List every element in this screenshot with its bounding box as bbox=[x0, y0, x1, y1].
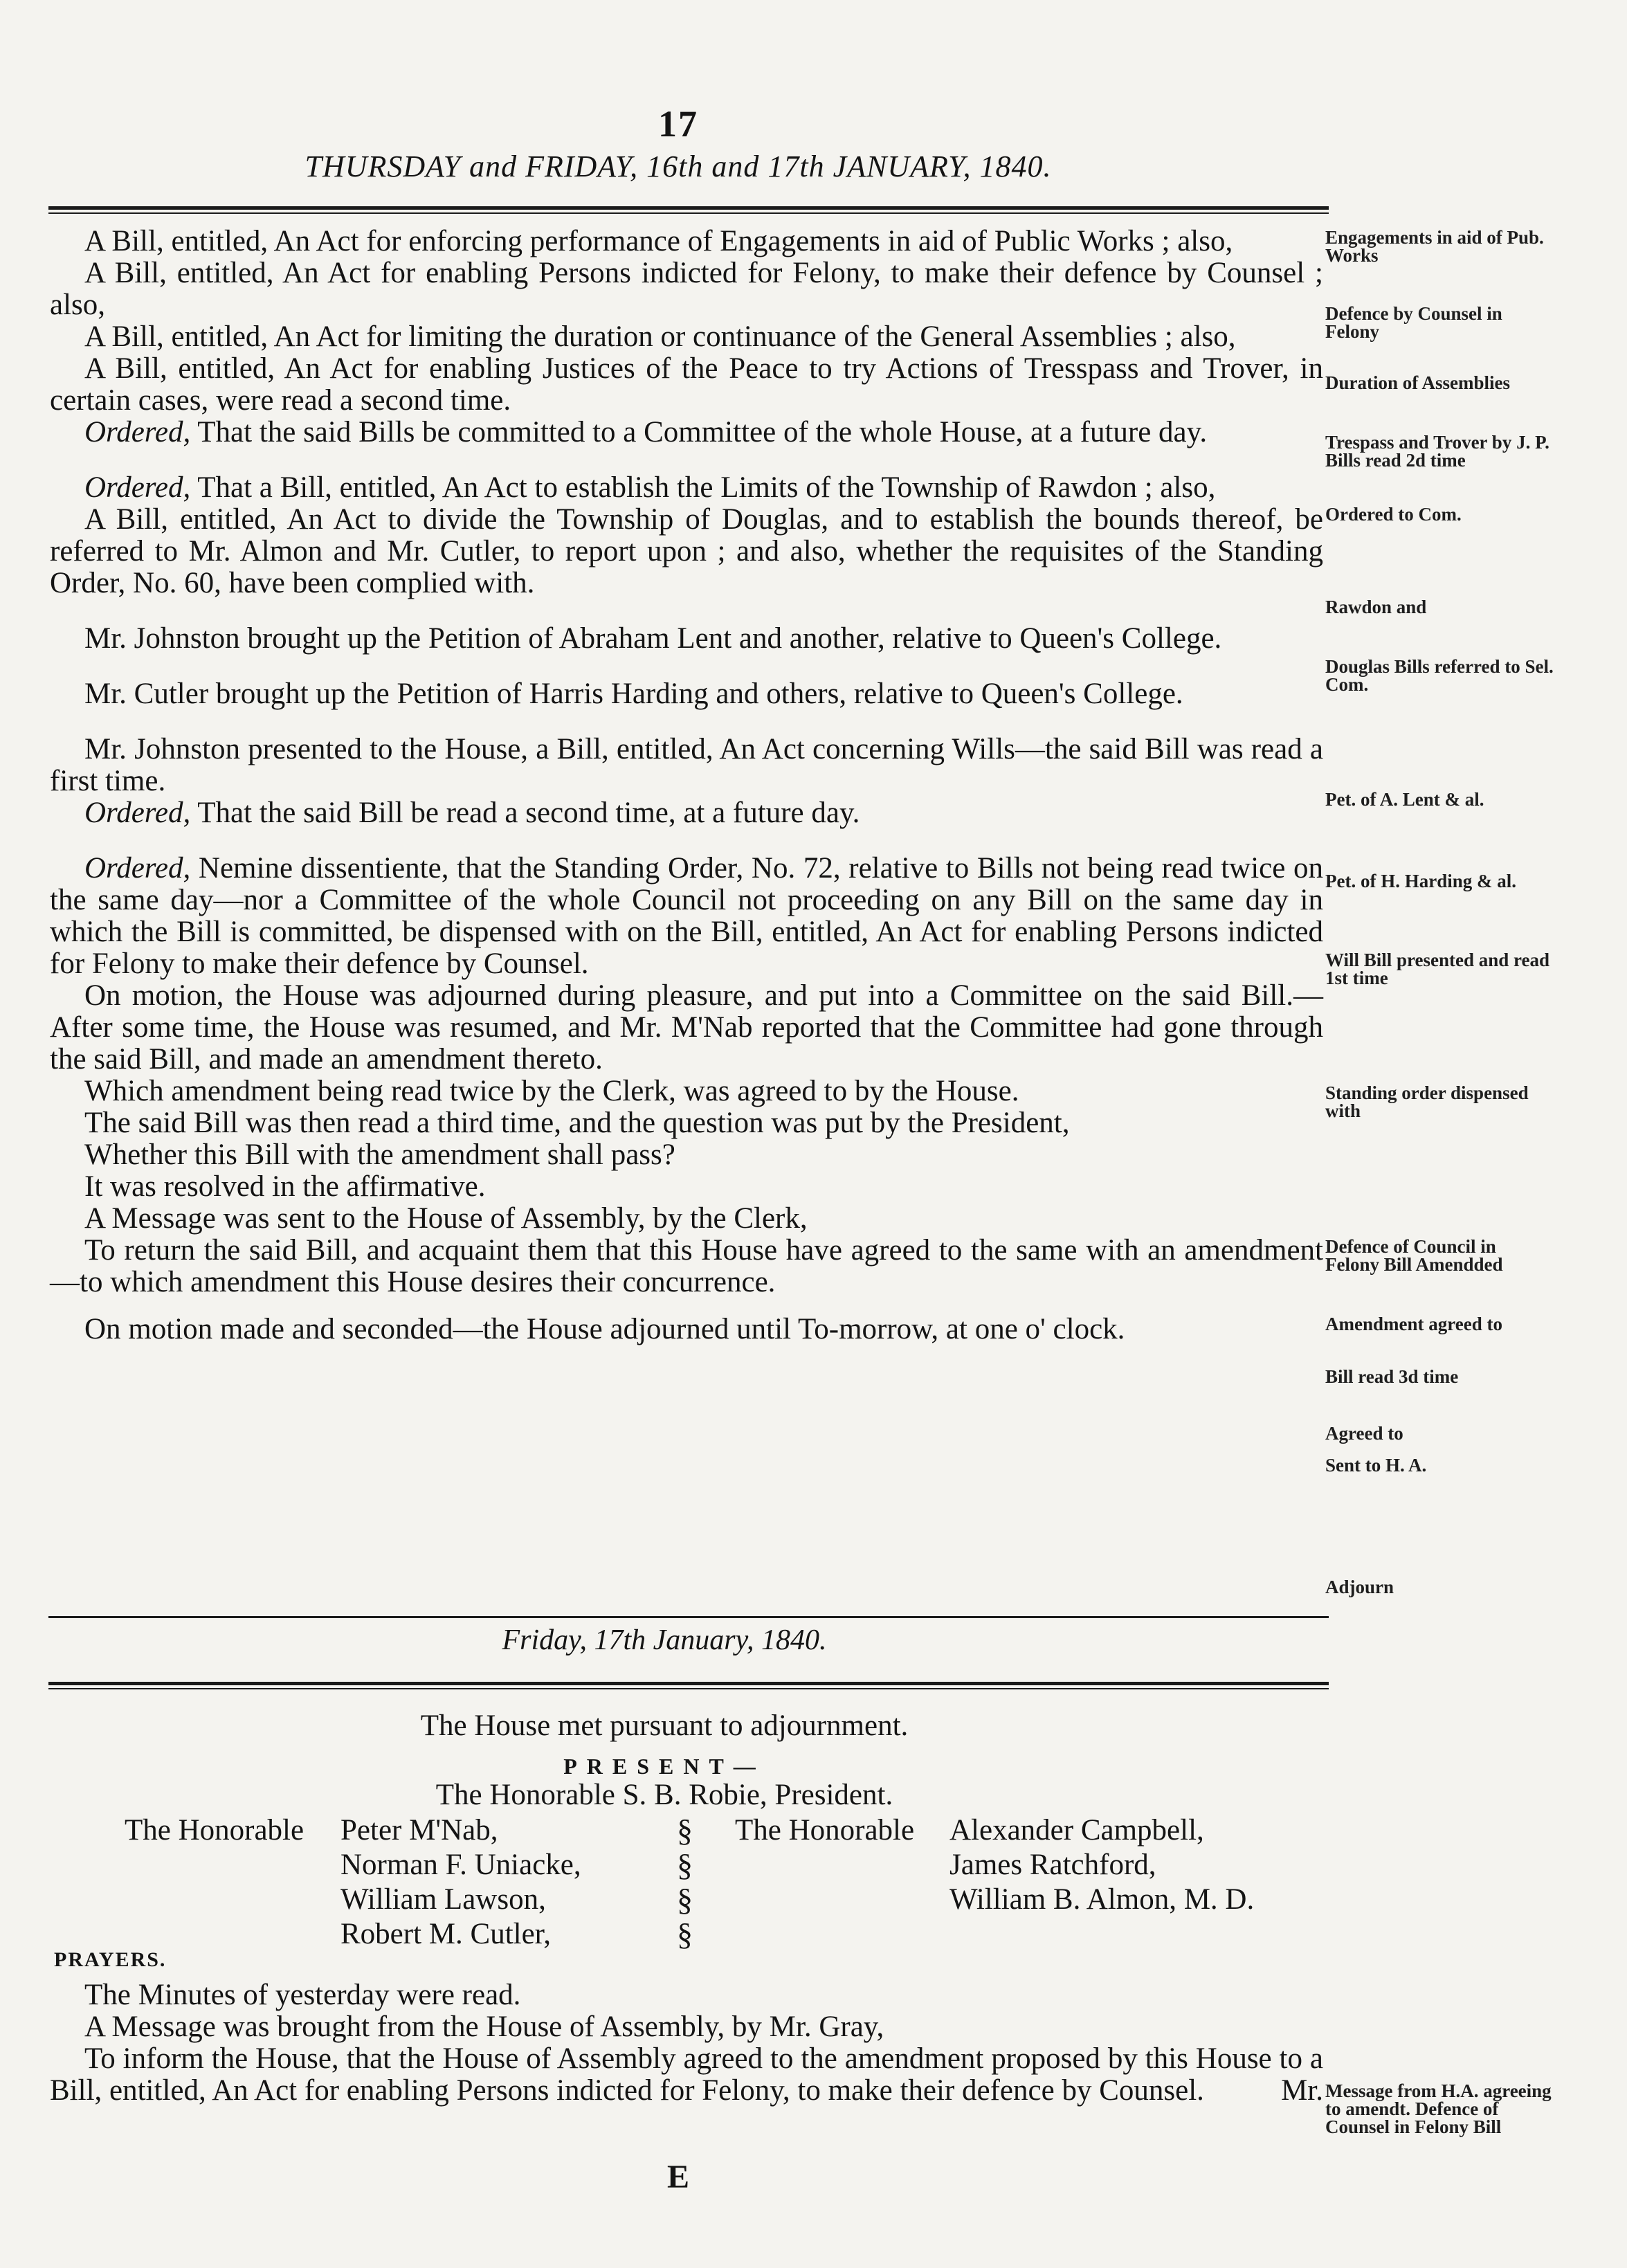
paragraph-resolved: It was resolved in the affirmative. bbox=[84, 1170, 486, 1203]
member-name: Norman F. Uniacke, bbox=[340, 1849, 581, 1881]
paragraph-standing-order: Ordered, Nemine dissentiente, that the Standing Order, No. 72, relative to Bills not being read twice on the same day—nor a Committee of the whole Council not proceeding on any Bill on the same day in which the Bill is committed, be dispensed with on the Bill, entitled, An Act for enabling Persons indicted for Felony to make their defence by Counsel. bbox=[50, 852, 1323, 980]
paragraph-ordered-committee: Ordered, That the said Bills be committed to a Committee of the whole House, at a future day. bbox=[84, 416, 1208, 448]
page-number: 17 bbox=[658, 103, 698, 145]
house-met-line: The House met pursuant to adjournment. bbox=[420, 1709, 909, 1742]
paragraph-return-bill: To return the said Bill, and acquaint them that this House have agreed to the same with an amendment—to which amendment this House desires their concurrence. bbox=[50, 1234, 1323, 1298]
member-name: William B. Almon, M. D. bbox=[949, 1883, 1255, 1916]
margin-note-will-bill: Will Bill presented and read 1st time bbox=[1325, 950, 1550, 988]
paragraph-bill-douglas: A Bill, entitled, An Act to divide the Township of Douglas, and to establish the bounds thereof, be referred to Mr. Almon and Mr. Cutler, to report upon ; and also, whether the requisites of the Standing Order, No. 60, have been complied with. bbox=[50, 503, 1323, 599]
friday-rule-thin bbox=[48, 1688, 1329, 1689]
margin-note-adjourn: Adjourn bbox=[1325, 1577, 1394, 1597]
paragraph-adjourned: On motion made and seconded—the House adjourned until To-morrow, at one o' clock. bbox=[84, 1313, 1125, 1345]
thursday-proceedings bbox=[50, 226, 1323, 1345]
margin-note-engagements: Engagements in aid of Pub. Works bbox=[1325, 227, 1544, 266]
paragraph-bill-engagements: A Bill, entitled, An Act for enforcing performance of Engagements in aid of Public Works ; also, bbox=[84, 225, 1233, 257]
present-label: PRESENT— bbox=[563, 1754, 765, 1779]
margin-note-standing-order: Standing order dispensed with bbox=[1325, 1082, 1529, 1121]
member-name: Peter M'Nab, bbox=[340, 1814, 498, 1847]
right-members bbox=[949, 1813, 1254, 1917]
section-mark: § bbox=[677, 1882, 693, 1917]
paragraph-inform-house: To inform the House, that the House of Assembly agreed to the amendment proposed by this House to a Bill, entitled, An Act for enabling Persons indicted for Felony, to make their defence by Counsel. Mr. bbox=[50, 2042, 1323, 2107]
paragraph-ordered-rawdon: Ordered, That a Bill, entitled, An Act to establish the Limits of the Township of Rawdon ; also, bbox=[84, 471, 1216, 504]
date-heading: THURSDAY and FRIDAY, 16th and 17th JANUARY, 1840. bbox=[305, 149, 1052, 183]
paragraph-question: Whether this Bill with the amendment shall pass? bbox=[84, 1138, 675, 1171]
section-rule bbox=[48, 1616, 1329, 1618]
header-rule-thin bbox=[48, 212, 1329, 214]
paragraph-committee-report: On motion, the House was adjourned during pleasure, and put into a Committee on the said Bill.—After some time, the House was resumed, and Mr. M'Nab reported that the Committee had gone through the said Bill, and made an amendment thereto. bbox=[50, 979, 1323, 1076]
left-members bbox=[340, 1813, 581, 1952]
friday-date: Friday, 17th January, 1840. bbox=[502, 1624, 827, 1656]
member-name: Alexander Campbell, bbox=[949, 1814, 1204, 1847]
member-name: William Lawson, bbox=[340, 1883, 546, 1916]
member-name: Robert M. Cutler, bbox=[340, 1918, 552, 1950]
margin-note-amended: Defence of Council in Felony Bill Amendded bbox=[1325, 1236, 1503, 1275]
paragraph-minutes-read: The Minutes of yesterday were read. bbox=[84, 1979, 521, 2011]
section-mark: § bbox=[677, 1847, 693, 1883]
paragraph-message-brought: A Message was brought from the House of Assembly, by Mr. Gray, bbox=[84, 2011, 884, 2043]
margin-note-duration: Duration of Assemblies bbox=[1325, 372, 1511, 393]
margin-note-third-reading: Bill read 3d time bbox=[1325, 1366, 1459, 1387]
margin-note-pet-harding: Pet. of H. Harding & al. bbox=[1325, 871, 1516, 891]
paragraph-third-reading: The said Bill was then read a third time, and the question was put by the President, bbox=[84, 1107, 1070, 1139]
margin-note-defence-counsel: Defence by Counsel in Felony bbox=[1325, 303, 1502, 342]
friday-rule-thick bbox=[48, 1682, 1329, 1685]
paragraph-bill-tresspass: A Bill, entitled, An Act for enabling Justices of the Peace to try Actions of Tresspass and Trover, in certain cases, were read a second time. bbox=[50, 352, 1323, 417]
paragraph-bill-felony-counsel: A Bill, entitled, An Act for enabling Persons indicted for Felony, to make their defence by Counsel ; also, bbox=[50, 257, 1323, 321]
friday-proceedings bbox=[50, 1979, 1323, 2107]
paragraph-petition-lent: Mr. Johnston brought up the Petition of Abraham Lent and another, relative to Queen's College. bbox=[84, 622, 1222, 655]
president-line: The Honorable S. B. Robie, President. bbox=[435, 1779, 893, 1811]
prayers-label: PRAYERS. bbox=[54, 1948, 167, 1971]
paragraph-wills-bill: Mr. Johnston presented to the House, a Bill, entitled, An Act concerning Wills—the said Bill was read a first time. bbox=[50, 733, 1323, 797]
margin-note-message-ha: Message from H.A. agreeing to amendt. Defence of Counsel in Felony Bill bbox=[1325, 2080, 1552, 2137]
signature-mark: E bbox=[666, 2159, 689, 2195]
paragraph-amendment-agreed: Which amendment being read twice by the Clerk, was agreed to by the House. bbox=[84, 1075, 1019, 1107]
section-mark: § bbox=[677, 1813, 693, 1848]
paragraph-ordered-second-reading: Ordered, That the said Bill be read a second time, at a future day. bbox=[84, 797, 860, 829]
margin-note-rawdon: Rawdon and bbox=[1325, 597, 1427, 617]
margin-note-trespass: Trespass and Trover by J. P. Bills read 2d time bbox=[1325, 432, 1549, 471]
honorable-prefix-right: The Honorable bbox=[735, 1814, 915, 1847]
section-mark: § bbox=[677, 1916, 693, 1952]
catchword: Mr. bbox=[1281, 2074, 1323, 2107]
margin-note-pet-lent: Pet. of A. Lent & al. bbox=[1325, 789, 1484, 810]
margin-note-douglas: Douglas Bills referred to Sel. Com. bbox=[1325, 656, 1554, 695]
margin-note-amendment-agreed: Amendment agreed to bbox=[1325, 1314, 1502, 1334]
margin-note-sent: Sent to H. A. bbox=[1325, 1455, 1427, 1476]
margin-note-agreed-to: Agreed to bbox=[1325, 1423, 1403, 1444]
paragraph-bill-assemblies: A Bill, entitled, An Act for limiting the duration or continuance of the General Assemblies ; also, bbox=[84, 320, 1236, 353]
member-name: James Ratchford, bbox=[949, 1849, 1156, 1881]
paragraph-message-sent: A Message was sent to the House of Assembly, by the Clerk, bbox=[84, 1202, 808, 1235]
section-mark-column bbox=[677, 1813, 693, 1952]
paragraph-petition-harding: Mr. Cutler brought up the Petition of Harris Harding and others, relative to Queen's College. bbox=[84, 678, 1183, 710]
header-rule-thick bbox=[48, 206, 1329, 210]
margin-note-ordered-com: Ordered to Com. bbox=[1325, 504, 1462, 525]
honorable-prefix-left: The Honorable bbox=[125, 1814, 305, 1847]
